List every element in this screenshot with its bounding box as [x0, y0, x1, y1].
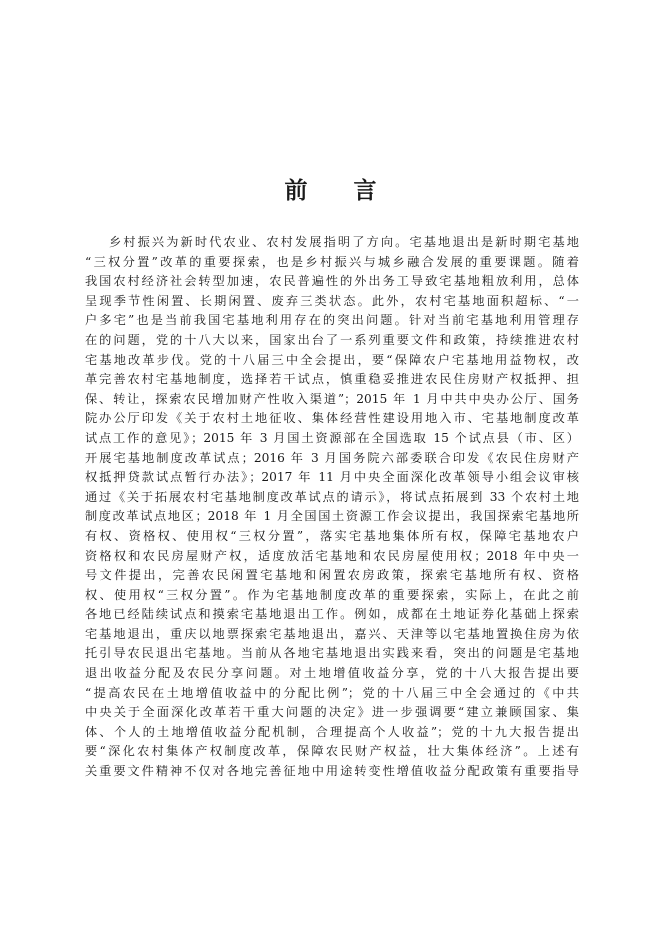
text-line: 革完善农村宅基地制度，选择若干试点，慎重稳妥推进农民住房财产权抵押、担 [85, 372, 579, 387]
text-line: 资格权和农民房屋财产权，适度放活宅基地和农民房屋使用权；2018 年中央一 [85, 548, 579, 563]
text-line: 号文件提出，完善农民闲置宅基地和闲置农房政策，探索宅基地所有权、资格 [85, 568, 579, 583]
page-title: 前言 [284, 178, 423, 204]
text-line: 呈现季节性闲置、长期闲置、废弃三类状态。此外，农村宅基地面积超标、“一 [85, 293, 579, 308]
text-line: 宅基地退出，重庆以地票探索宅基地退出，嘉兴、天津等以宅基地置换住房为依 [85, 626, 579, 641]
text-line: 院办公厅印发《关于农村土地征收、集体经营性建设用地入市、宅基地制度改革 [85, 411, 579, 426]
text-line: 开展宅基地制度改革试点；2016 年 3 月国务院六部委联合印发《农民住房财产 [85, 450, 579, 465]
text-line: 试点工作的意见》；2015 年 3 月国土资源部在全国选取 15 个试点县（市、区） [85, 430, 579, 445]
text-line: 关重要文件精神不仅对各地完善征地中用途转变性增值收益分配政策有重要指导 [85, 764, 579, 779]
text-line: 在的问题，党的十八大以来，国家出台了一系列重要文件和政策，持续推进农村 [85, 332, 579, 347]
text-line: “提高农民在土地增值收益中的分配比例”；党的十八届三中全会通过的《中共 [85, 685, 579, 700]
text-line: 保、转让，探索农民增加财产性收入渠道”；2015 年 1 月中共中央办公厅、国务 [85, 391, 579, 406]
text-line: 我国农村经济社会转型加速，农民普遍性的外出务工导致宅基地粗放利用，总体 [85, 274, 579, 289]
text-line: 退出收益分配及农民分享问题。对土地增值收益分享，党的十八大报告提出要 [85, 666, 579, 681]
body-text [85, 233, 579, 782]
text-line: 有权、资格权、使用权“三权分置”，落实宅基地集体所有权，保障宅基地农户 [85, 528, 579, 543]
text-line: 权抵押贷款试点暂行办法》；2017 年 11 月中央全面深化改革领导小组会议审核 [85, 470, 579, 485]
text-line: 乡村振兴为新时代农业、农村发展指明了方向。宅基地退出是新时期宅基地 [109, 235, 579, 249]
text-line: “三权分置”改革的重要探索，也是乡村振兴与城乡融合发展的重要课题。随着 [85, 254, 579, 269]
text-line: 户多宅”也是当前我国宅基地利用存在的突出问题。针对当前宅基地利用管理存 [85, 313, 579, 328]
text-line: 中央关于全面深化改革若干重大问题的决定》进一步强调要“建立兼顾国家、集 [85, 705, 579, 720]
text-line: 要“深化农村集体产权制度改革，保障农民财产权益，壮大集体经济”。上述有 [85, 744, 579, 759]
text-line: 权、使用权“三权分置”。作为宅基地制度改革的重要探索，实际上，在此之前 [85, 587, 579, 602]
text-line: 托引导农民退出宅基地。当前从各地宅基地退出实践来看，突出的问题是宅基地 [85, 646, 579, 661]
text-line: 通过《关于拓展农村宅基地制度改革试点的请示》，将试点拓展到 33 个农村土地 [85, 489, 579, 504]
text-line: 各地已经陆续试点和摸索宅基地退出工作。例如，成都在土地证券化基础上探索 [85, 607, 579, 622]
text-line: 宅基地改革步伐。党的十八届三中全会提出，要“保障农户宅基地用益物权，改 [85, 352, 579, 367]
text-line: 体、个人的土地增值收益分配机制，合理提高个人收益”；党的十九大报告提出 [85, 724, 579, 739]
text-line: 制度改革试点地区；2018 年 1 月全国国土资源工作会议提出，我国探索宅基地所 [85, 509, 579, 524]
